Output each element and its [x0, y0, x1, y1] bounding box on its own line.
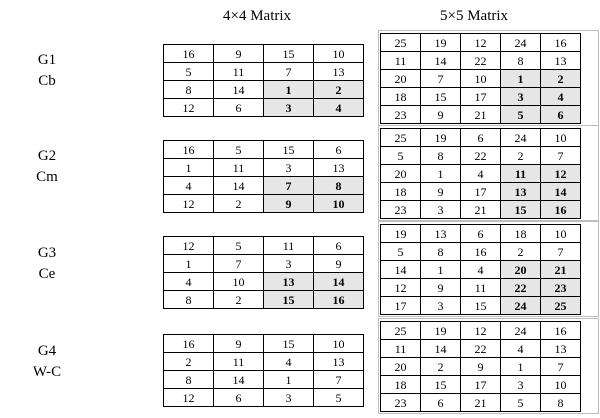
matrix-row: [381, 297, 581, 315]
matrix-row: [164, 177, 364, 195]
matrix-row: [381, 225, 581, 243]
matrix-cell: 15: [264, 335, 314, 353]
matrix-row: [381, 261, 581, 279]
matrix-cell: 25: [541, 297, 581, 315]
matrix-cell: 3: [264, 389, 314, 407]
matrix-cell: 7: [214, 255, 264, 273]
matrix-cell: 5: [164, 63, 214, 81]
matrix-cell: 17: [381, 297, 421, 315]
matrix-cell: 11: [264, 237, 314, 255]
matrix-cell: 13: [421, 225, 461, 243]
matrix-cell: 9: [461, 358, 501, 376]
matrix-row: [164, 99, 364, 117]
g4-m5-matrix: [380, 321, 581, 412]
group-id: G2: [37, 148, 57, 164]
matrix-cell: 9: [421, 106, 461, 124]
matrix-row: [164, 195, 364, 213]
matrix-cell: 6: [541, 106, 581, 124]
group-sub: Cm: [36, 169, 58, 185]
matrix-row: [381, 243, 581, 261]
matrix-cell: 24: [501, 297, 541, 315]
group-id: G3: [37, 245, 57, 261]
matrix-cell: 18: [381, 183, 421, 201]
matrix-row: [381, 106, 581, 124]
matrix-cell: 12: [164, 237, 214, 255]
matrix-cell: 6: [214, 389, 264, 407]
matrix-cell: 21: [541, 261, 581, 279]
matrix-cell: 8: [421, 147, 461, 165]
matrix-cell: 8: [164, 371, 214, 389]
matrix-row: [164, 389, 364, 407]
matrix-cell: 23: [381, 394, 421, 412]
matrix-cell: 17: [461, 183, 501, 201]
matrix-cell: 4: [461, 261, 501, 279]
matrix-cell: 6: [461, 129, 501, 147]
matrix-cell: 15: [264, 141, 314, 159]
matrix-cell: 17: [461, 88, 501, 106]
matrix-cell: 3: [501, 88, 541, 106]
group-sub: W-C: [32, 364, 62, 380]
matrix-cell: 7: [314, 371, 364, 389]
matrix-row: [164, 353, 364, 371]
matrix-cell: 5: [501, 106, 541, 124]
matrix-cell: 2: [164, 353, 214, 371]
matrix-cell: 4: [314, 99, 364, 117]
matrix-cell: 10: [214, 273, 264, 291]
matrix-cell: 5: [214, 237, 264, 255]
matrix-row: [381, 70, 581, 88]
matrix-cell: 16: [541, 201, 581, 219]
matrix-cell: 7: [264, 63, 314, 81]
matrix-cell: 19: [381, 225, 421, 243]
matrix-cell: 2: [214, 195, 264, 213]
g3-m4-matrix: [163, 236, 364, 309]
matrix-cell: 12: [164, 195, 214, 213]
matrix-cell: 13: [314, 63, 364, 81]
matrix-cell: 6: [314, 237, 364, 255]
matrix-cell: 8: [541, 394, 581, 412]
matrix-cell: 24: [501, 322, 541, 340]
matrix-row: [164, 81, 364, 99]
matrix-cell: 18: [501, 225, 541, 243]
matrix-cell: 4: [164, 273, 214, 291]
matrix-row: [381, 394, 581, 412]
matrix-cell: 1: [264, 371, 314, 389]
matrix-cell: 8: [164, 81, 214, 99]
matrix-cell: 9: [314, 255, 364, 273]
matrix-cell: 1: [264, 81, 314, 99]
matrix-cell: 4: [164, 177, 214, 195]
matrix-cell: 3: [421, 297, 461, 315]
matrix-cell: 13: [501, 183, 541, 201]
matrix-cell: 22: [461, 147, 501, 165]
matrix-cell: 2: [501, 147, 541, 165]
matrix-cell: 3: [264, 255, 314, 273]
matrix-cell: 6: [421, 394, 461, 412]
matrix-cell: 14: [421, 340, 461, 358]
matrix-row: [164, 273, 364, 291]
matrix-cell: 5: [381, 147, 421, 165]
matrix-cell: 10: [541, 376, 581, 394]
matrix-cell: 12: [461, 322, 501, 340]
matrix-cell: 9: [264, 195, 314, 213]
matrix-cell: 13: [314, 353, 364, 371]
matrix-cell: 14: [314, 273, 364, 291]
group-label: [22, 50, 72, 92]
matrix-row: [164, 159, 364, 177]
matrix-row: [381, 322, 581, 340]
group-id: G1: [37, 52, 57, 68]
matrix-cell: 21: [461, 106, 501, 124]
matrix-cell: 4: [541, 88, 581, 106]
matrix-cell: 8: [164, 291, 214, 309]
matrix-row: [381, 52, 581, 70]
matrix-cell: 19: [421, 34, 461, 52]
matrix-cell: 1: [164, 255, 214, 273]
matrix-row: [381, 376, 581, 394]
matrix-row: [381, 279, 581, 297]
matrix-cell: 4: [264, 353, 314, 371]
matrix-cell: 25: [381, 34, 421, 52]
matrix-cell: 17: [461, 376, 501, 394]
matrix-cell: 7: [541, 358, 581, 376]
matrix-cell: 8: [314, 177, 364, 195]
matrix-row: [381, 88, 581, 106]
matrix-cell: 20: [501, 261, 541, 279]
matrix-cell: 10: [314, 45, 364, 63]
matrix-cell: 14: [214, 177, 264, 195]
matrix-cell: 8: [421, 243, 461, 261]
matrix-cell: 25: [381, 129, 421, 147]
matrix-cell: 14: [214, 371, 264, 389]
matrix-cell: 15: [264, 291, 314, 309]
matrix-cell: 11: [381, 52, 421, 70]
matrix-cell: 10: [541, 225, 581, 243]
matrix-row: [381, 340, 581, 358]
matrix-cell: 9: [214, 335, 264, 353]
matrix-row: [381, 183, 581, 201]
g2-m4-matrix: [163, 140, 364, 213]
matrix-cell: 13: [264, 273, 314, 291]
matrix-cell: 12: [164, 389, 214, 407]
matrix-row: [164, 371, 364, 389]
matrix-row: [381, 147, 581, 165]
matrix-cell: 11: [461, 279, 501, 297]
matrix-cell: 12: [541, 165, 581, 183]
group-sub: Cb: [38, 73, 56, 89]
matrix-cell: 19: [421, 129, 461, 147]
matrix-cell: 1: [421, 261, 461, 279]
matrix-cell: 16: [541, 34, 581, 52]
matrix-cell: 15: [421, 376, 461, 394]
matrix-cell: 15: [461, 297, 501, 315]
header-4x4: 4×4 Matrix: [223, 8, 292, 24]
matrix-cell: 16: [541, 322, 581, 340]
matrix-cell: 11: [501, 165, 541, 183]
matrix-cell: 7: [264, 177, 314, 195]
g4-m4-matrix: [163, 334, 364, 407]
matrix-cell: 3: [264, 159, 314, 177]
group-id: G4: [37, 343, 57, 359]
matrix-cell: 23: [381, 106, 421, 124]
matrix-row: [381, 201, 581, 219]
matrix-cell: 1: [164, 159, 214, 177]
matrix-cell: 15: [264, 45, 314, 63]
matrix-cell: 1: [501, 358, 541, 376]
matrix-cell: 12: [461, 34, 501, 52]
matrix-cell: 24: [501, 129, 541, 147]
matrix-cell: 5: [314, 389, 364, 407]
matrix-cell: 14: [421, 52, 461, 70]
matrix-row: [381, 165, 581, 183]
matrix-cell: 9: [421, 279, 461, 297]
matrix-row: [164, 141, 364, 159]
matrix-cell: 1: [421, 165, 461, 183]
matrix-row: [164, 63, 364, 81]
matrix-row: [164, 255, 364, 273]
matrix-cell: 5: [214, 141, 264, 159]
matrix-row: [381, 358, 581, 376]
matrix-cell: 20: [381, 165, 421, 183]
matrix-cell: 18: [381, 88, 421, 106]
matrix-cell: 21: [461, 394, 501, 412]
g3-m5-matrix: [380, 224, 581, 315]
matrix-cell: 11: [214, 353, 264, 371]
matrix-cell: 11: [214, 159, 264, 177]
matrix-cell: 3: [421, 201, 461, 219]
matrix-cell: 2: [421, 358, 461, 376]
matrix-cell: 4: [461, 165, 501, 183]
matrix-cell: 16: [164, 335, 214, 353]
matrix-cell: 2: [541, 70, 581, 88]
matrix-cell: 24: [501, 34, 541, 52]
g2-m5-matrix: [380, 128, 581, 219]
matrix-cell: 9: [214, 45, 264, 63]
matrix-cell: 21: [461, 201, 501, 219]
group-sub: Ce: [38, 266, 56, 282]
matrix-cell: 22: [461, 52, 501, 70]
matrix-cell: 1: [501, 70, 541, 88]
matrix-cell: 6: [214, 99, 264, 117]
matrix-cell: 7: [541, 243, 581, 261]
matrix-cell: 16: [461, 243, 501, 261]
matrix-cell: 2: [501, 243, 541, 261]
matrix-cell: 5: [501, 394, 541, 412]
header-5x5: 5×5 Matrix: [440, 8, 509, 24]
matrix-cell: 23: [381, 201, 421, 219]
matrix-cell: 2: [314, 81, 364, 99]
matrix-cell: 22: [461, 340, 501, 358]
matrix-cell: 22: [501, 279, 541, 297]
matrix-cell: 20: [381, 358, 421, 376]
matrix-cell: 8: [501, 52, 541, 70]
matrix-cell: 14: [381, 261, 421, 279]
matrix-cell: 5: [381, 243, 421, 261]
matrix-row: [164, 45, 364, 63]
matrix-cell: 10: [541, 129, 581, 147]
matrix-cell: 13: [314, 159, 364, 177]
matrix-row: [381, 34, 581, 52]
matrix-cell: 7: [421, 70, 461, 88]
matrix-cell: 9: [421, 183, 461, 201]
matrix-cell: 11: [214, 63, 264, 81]
matrix-cell: 14: [541, 183, 581, 201]
matrix-cell: 4: [501, 340, 541, 358]
g1-m5-matrix: [380, 33, 581, 124]
matrix-cell: 3: [264, 99, 314, 117]
group-label: [22, 243, 72, 285]
matrix-cell: 6: [461, 225, 501, 243]
group-label: [22, 341, 72, 383]
matrix-row: [381, 129, 581, 147]
matrix-cell: 11: [381, 340, 421, 358]
matrix-cell: 10: [314, 335, 364, 353]
matrix-cell: 15: [501, 201, 541, 219]
matrix-cell: 7: [541, 147, 581, 165]
matrix-cell: 19: [421, 322, 461, 340]
matrix-cell: 16: [164, 45, 214, 63]
matrix-cell: 16: [314, 291, 364, 309]
matrix-cell: 13: [541, 52, 581, 70]
matrix-cell: 15: [421, 88, 461, 106]
matrix-cell: 12: [164, 99, 214, 117]
matrix-cell: 23: [541, 279, 581, 297]
matrix-row: [164, 291, 364, 309]
matrix-cell: 18: [381, 376, 421, 394]
matrix-cell: 10: [314, 195, 364, 213]
matrix-cell: 14: [214, 81, 264, 99]
matrix-cell: 13: [541, 340, 581, 358]
matrix-cell: 12: [381, 279, 421, 297]
matrix-row: [164, 335, 364, 353]
matrix-cell: 2: [214, 291, 264, 309]
matrix-cell: 25: [381, 322, 421, 340]
matrix-cell: 20: [381, 70, 421, 88]
matrix-cell: 16: [164, 141, 214, 159]
matrix-cell: 3: [501, 376, 541, 394]
matrix-cell: 6: [314, 141, 364, 159]
g1-m4-matrix: [163, 44, 364, 117]
matrix-cell: 10: [461, 70, 501, 88]
group-label: [22, 146, 72, 188]
matrix-row: [164, 237, 364, 255]
